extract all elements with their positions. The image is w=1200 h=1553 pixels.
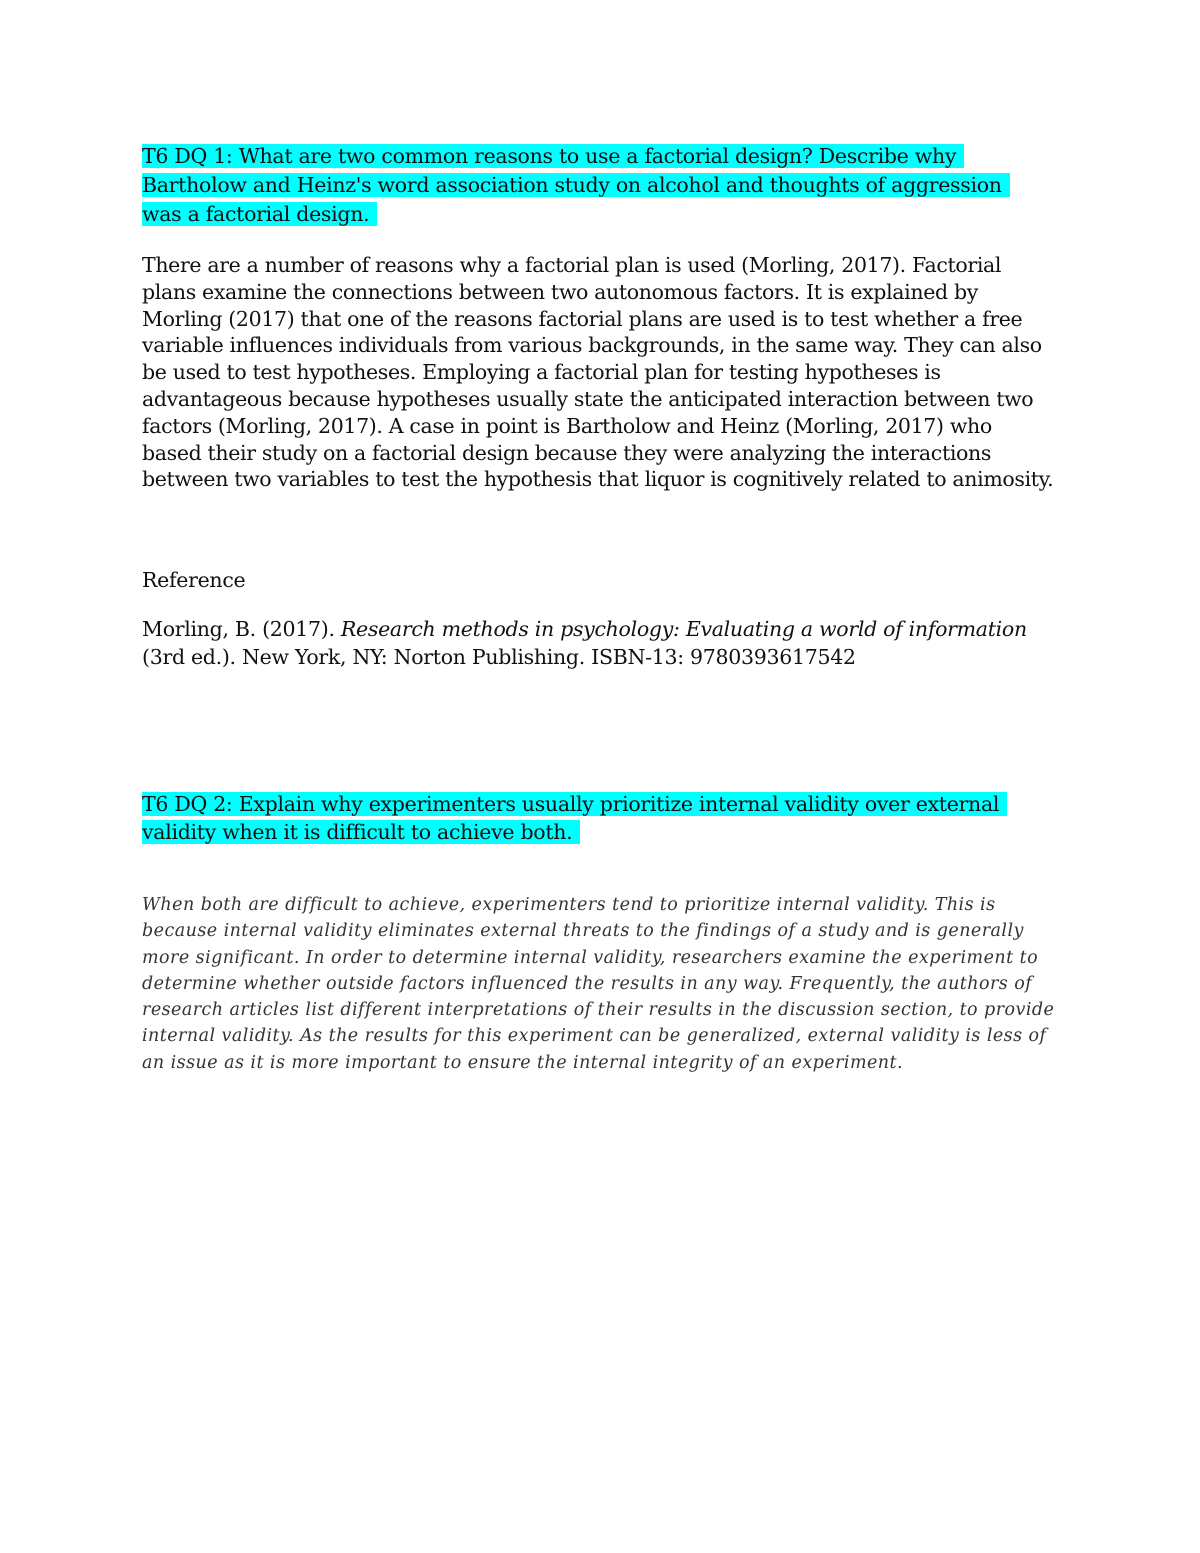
question-2-highlight: T6 DQ 2: Explain why experimenters usually prioritize internal validity over external validity when it is difficult to achieve both. [142,792,1007,844]
reference-author-year: Morling, B. (2017). [142,617,341,641]
reference-book-title: Research methods in psychology: Evaluating a world of information [340,617,1027,641]
question-1-answer: There are a number of reasons why a factorial plan is used (Morling, 2017). Factorial plans examine the connections between two autonomous factors. It is explained by Morling (2017) that one of the reasons factorial plans are used is to test whether a free variable influences individuals from various backgrounds, in the same way. They can also be used to test hypotheses. Employing a factorial plan for testing hypotheses is advantageous because hypotheses usually state the anticipated interaction between two factors (Morling, 2017). A case in point is Bartholow and Heinz (Morling, 2017) who based their study on a factorial design because they were analyzing the interactions between two variables to test the hypothesis that liquor is cognitively related to animosity. [142,253,1054,492]
reference-heading: Reference [142,568,246,592]
question-2-answer: When both are difficult to achieve, experimenters tend to prioritize internal validity. This is because internal validity eliminates external threats to the findings of a study and is generally more significant. In order to determine internal validity, researchers examine the experiment to determine whether outside factors influenced the results in any way. Frequently, the authors of research articles list different interpretations of their results in the discussion section, to provide internal validity. As the results for this experiment can be generalized, external validity is less of an issue as it is more important to ensure the internal integrity of an experiment. [142,895,1055,1073]
reference-entry [142,615,1042,671]
question-1-heading [142,142,1022,229]
question-2-heading [142,790,1042,846]
question-1-highlight: T6 DQ 1: What are two common reasons to use a factorial design? Describe why Bartholow and Heinz's word association study on alcohol and thoughts of aggression was a factorial design. [142,144,1010,226]
reference-publication-details: (3rd ed.). New York, NY: Norton Publishing. ISBN-13: 9780393617542 [142,645,856,669]
